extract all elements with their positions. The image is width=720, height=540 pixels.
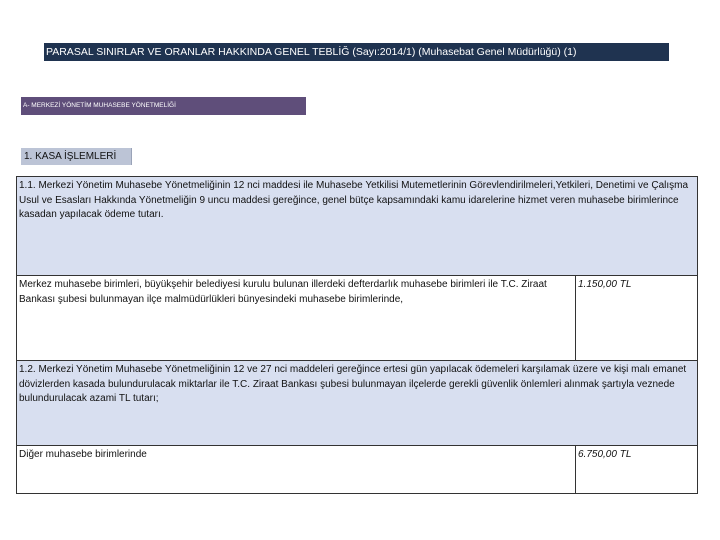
table-row — [17, 177, 697, 275]
description-text: Diğer muhasebe birimlerinde — [19, 449, 147, 460]
section-heading: A- MERKEZİ YÖNETİM MUHASEBE YÖNETMELİĞİ — [21, 97, 306, 115]
subsection-heading: 1. KASA İŞLEMLERİ — [21, 148, 132, 165]
document-title: PARASAL SINIRLAR VE ORANLAR HAKKINDA GENEL TEBLİĞ (Sayı:2014/1) (Muhasebat Genel Müdürlüğü) (1) — [44, 43, 669, 61]
description-cell — [17, 276, 576, 360]
article-text: 1.1. Merkezi Yönetim Muhasebe Yönetmeliğinin 12 nci maddesi ile Muhasebe Yetkilisi Mutemetlerinin Görevlendirilmeleri,Yetkileri, Denetimi ve Çalışma Usul ve Esasları Hakkında Yönetmeliğin 9 uncu maddesi gereğince, genel bütçe kapsamındaki kamu idarelerine hizmet veren muhasebe birimlerince kasadan yapılacak ödeme tutarı. — [19, 180, 689, 220]
amount-cell — [576, 276, 697, 360]
table-row — [17, 445, 697, 493]
regulation-table — [16, 176, 698, 494]
amount-value: 6.750,00 TL — [578, 449, 632, 460]
amount-cell — [576, 446, 697, 493]
table-row — [17, 275, 697, 360]
table-row — [17, 360, 697, 445]
article-text: 1.2. Merkezi Yönetim Muhasebe Yönetmeliğinin 12 ve 27 nci maddeleri gereğince ertesi gün yapılacak ödemeleri karşılamak üzere ve kişi malı emanet dövizlerden kasada bulundurulacak miktarlar ile T.C. Ziraat Bankası şubesi bulunmayan ilçelerde gerekli güvenlik önlemleri alınmak şartıyla veznede bulundurulacak azami TL tutarı; — [19, 364, 687, 404]
description-cell — [17, 446, 576, 493]
amount-value: 1.150,00 TL — [578, 279, 632, 290]
description-text: Merkez muhasebe birimleri, büyükşehir belediyesi kurulu bulunan illerdeki defterdarlık muhasebe birimleri ile T.C. Ziraat Bankası şubesi bulunmayan ilçe malmüdürlükleri bünyesindeki muhasebe birimlerinde, — [19, 279, 547, 305]
